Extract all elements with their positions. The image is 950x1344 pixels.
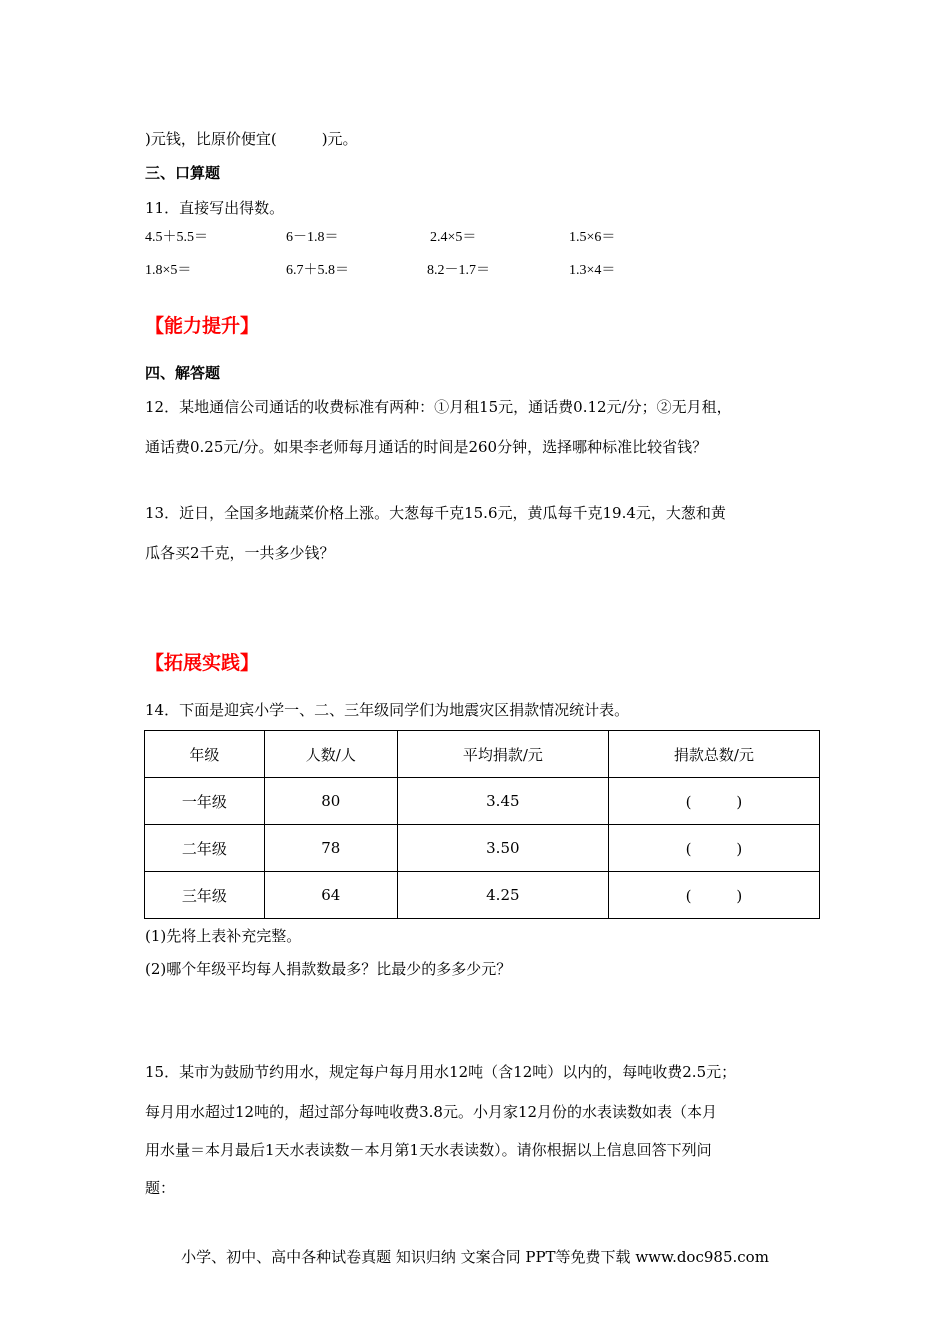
- table-row: [145, 825, 820, 872]
- table-cell: 二年级: [145, 825, 265, 872]
- table-cell: 64: [264, 872, 397, 919]
- table-cell: ( ): [608, 778, 819, 825]
- table-cell: 三年级: [145, 872, 265, 919]
- calc-item: 1.5×6＝: [569, 230, 616, 245]
- table-cell: 一年级: [145, 778, 265, 825]
- calc-item: 6－1.8＝: [286, 230, 339, 245]
- calc-item: 2.4×5＝: [430, 230, 477, 245]
- table-cell: 4.25: [397, 872, 608, 919]
- table-header-cell: 人数/人: [264, 731, 397, 778]
- table-header-cell: 年级: [145, 731, 265, 778]
- q13-line2: 瓜各买2千克，一共多少钱？: [145, 544, 335, 562]
- calc-item: 1.3×4＝: [569, 263, 616, 278]
- q15-line4: 题：: [145, 1179, 176, 1197]
- table-cell: 3.50: [397, 825, 608, 872]
- calc-item: 6.7＋5.8＝: [286, 263, 349, 278]
- q12-line2: 通话费0.25元/分。如果李老师每月通话的时间是260分钟，选择哪种标准比较省钱？: [145, 438, 708, 456]
- q15-line1: 15．某市为鼓励节约用水，规定每户每月用水12吨（含12吨）以内的，每吨收费2.5元；: [145, 1063, 737, 1081]
- donation-table: [144, 730, 820, 919]
- table-cell: ( ): [608, 872, 819, 919]
- table-header-cell: 捐款总数/元: [608, 731, 819, 778]
- section3-heading: 三、口算题: [145, 164, 221, 182]
- table-cell: 80: [264, 778, 397, 825]
- q11-prompt: 11．直接写出得数。: [145, 199, 285, 217]
- calc-item: 8.2－1.7＝: [427, 263, 490, 278]
- ability-heading: 【能力提升】: [145, 315, 260, 337]
- table-cell: 3.45: [397, 778, 608, 825]
- table-header-cell: 平均捐款/元: [397, 731, 608, 778]
- table-cell: 78: [264, 825, 397, 872]
- q12-line1: 12．某地通信公司通话的收费标准有两种：①月租15元，通话费0.12元/分；②无月租，: [145, 398, 732, 416]
- expand-heading: 【拓展实践】: [145, 652, 260, 674]
- q13-line1: 13．近日，全国多地蔬菜价格上涨。大葱每千克15.6元，黄瓜每千克19.4元，大葱和黄: [145, 504, 726, 522]
- q14-sub2: (2)哪个年级平均每人捐款数最多？比最少的多多少元？: [145, 960, 512, 978]
- section4-heading: 四、解答题: [145, 364, 221, 382]
- calc-item: 4.5＋5.5＝: [145, 230, 208, 245]
- table-header-row: [145, 731, 820, 778]
- page-footer: 小学、初中、高中各种试卷真题 知识归纳 文案合同 PPT等免费下载 www.doc985.com: [181, 1248, 769, 1266]
- table-cell: ( ): [608, 825, 819, 872]
- table-row: [145, 872, 820, 919]
- calc-item: 1.8×5＝: [145, 263, 192, 278]
- q15-line3: 用水量＝本月最后1天水表读数－本月第1天水表读数）。请你根据以上信息回答下列问: [145, 1141, 712, 1159]
- q15-line2: 每月用水超过12吨的，超过部分每吨收费3.8元。小月家12月份的水表读数如表（本月: [145, 1103, 718, 1121]
- q14-intro: 14．下面是迎宾小学一、二、三年级同学们为地震灾区捐款情况统计表。: [145, 701, 630, 719]
- fragment-line: )元钱，比原价便宜( )元。: [145, 130, 358, 148]
- table-row: [145, 778, 820, 825]
- q14-sub1: (1)先将上表补充完整。: [145, 927, 302, 945]
